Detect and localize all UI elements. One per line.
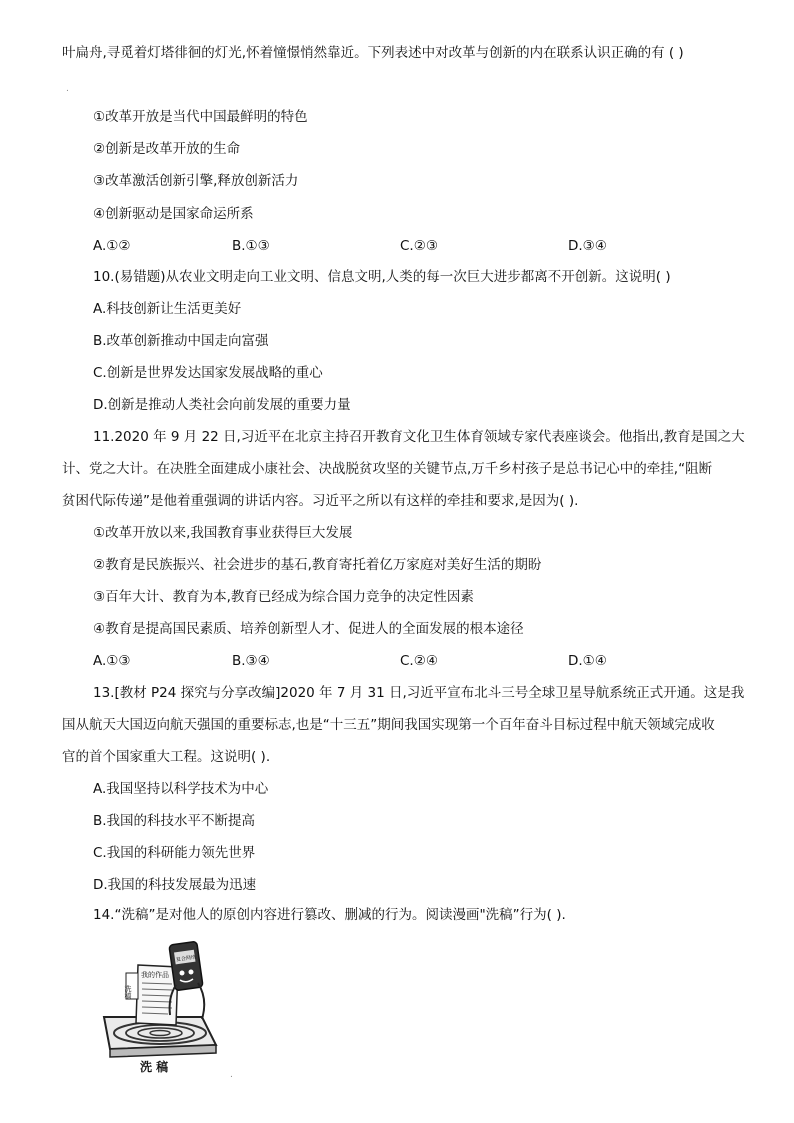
q10-option-b: B.改革创新推动中国走向富强: [93, 333, 269, 349]
q11-item-3: ③百年大计、教育为本,教育已经成为综合国力竞争的决定性因素: [93, 589, 474, 605]
q9-item-3: ③改革激活创新引擎,释放创新活力: [93, 173, 299, 189]
cartoon-paper-title: 我的作品: [141, 971, 169, 979]
stray-dot: .: [66, 84, 69, 94]
q11-option-a: A.①③: [93, 653, 131, 669]
q9-item-1: ①改革开放是当代中国最鲜明的特色: [93, 109, 308, 125]
q13-option-b: B.我国的科技水平不断提高: [93, 813, 256, 829]
cartoon-illustration: [98, 935, 224, 1075]
q11-stem-line-1: 11.2020 年 9 月 22 日,习近平在北京主持召开教育文化卫生体育领域专家代表座谈会。他指出,教育是国之大: [93, 429, 745, 445]
q9-option-c: C.②③: [400, 238, 438, 254]
q13-stem-line-2: 国从航天大国迈向航天强国的重要标志,也是“十三五”期间我国实现第一个百年奋斗目标过程中航天领域完成收: [62, 717, 715, 733]
q11-item-1: ①改革开放以来,我国教育事业获得巨大发展: [93, 525, 353, 541]
q14-stem: 14.“洗稿”是对他人的原创内容进行篡改、删减的行为。阅读漫画"洗稿”行为( ).: [93, 907, 566, 923]
q10-option-c: C.创新是世界发达国家发展战略的重心: [93, 365, 323, 381]
q13-stem-line-1: 13.[教材 P24 探究与分享改编]2020 年 7 月 31 日,习近平宣布北斗三号全球卫星导航系统正式开通。这是我: [93, 685, 745, 701]
q11-stem-line-3: 贫困代际传递”是他着重强调的讲话内容。习近平之所以有这样的牵挂和要求,是因为( ).: [62, 493, 579, 509]
q9-option-d: D.③④: [568, 238, 607, 254]
cartoon-caption: 洗 稿: [140, 1060, 169, 1074]
q9-option-a: A.①②: [93, 238, 131, 254]
q11-item-4: ④教育是提高国民素质、培养创新型人才、促进人的全面发展的根本途径: [93, 621, 524, 637]
q11-option-b: B.③④: [232, 653, 270, 669]
q11-option-c: C.②④: [400, 653, 438, 669]
q10-option-a: A.科技创新让生活更美好: [93, 301, 242, 317]
q13-stem-line-3: 官的首个国家重大工程。这说明( ).: [62, 749, 271, 765]
stray-dot: .: [230, 1070, 233, 1080]
q13-option-a: A.我国坚持以科学技术为中心: [93, 781, 269, 797]
q9-stem-tail: 叶扁舟,寻觅着灯塔徘徊的灯光,怀着憧憬悄然靠近。下列表述中对改革与创新的内在联系认识正确的有 ( ): [62, 45, 684, 61]
q11-item-2: ②教育是民族振兴、社会进步的基石,教育寄托着亿万家庭对美好生活的期盼: [93, 557, 542, 573]
q13-option-c: C.我国的科研能力领先世界: [93, 845, 256, 861]
q13-option-d: D.我国的科技发展最为迅速: [93, 877, 257, 893]
q9-item-2: ②创新是改革开放的生命: [93, 141, 241, 157]
q11-option-d: D.①④: [568, 653, 607, 669]
cartoon-phone-label: 复合网络: [175, 954, 197, 964]
q11-stem-line-2: 计、党之大计。在决胜全面建成小康社会、决战脱贫攻坚的关键节点,万千乡村孩子是总书记心中的牵挂,“阻断: [62, 461, 713, 477]
washing-manuscript-cartoon: [98, 935, 224, 1075]
q9-item-4: ④创新驱动是国家命运所系: [93, 206, 254, 222]
q10-stem: 10.(易错题)从农业文明走向工业文明、信息文明,人类的每一次巨大进步都离不开创新。这说明( ): [93, 269, 671, 285]
cartoon-side-label: 洗稿: [124, 985, 132, 999]
q9-option-b: B.①③: [232, 238, 270, 254]
q10-option-d: D.创新是推动人类社会向前发展的重要力量: [93, 397, 351, 413]
